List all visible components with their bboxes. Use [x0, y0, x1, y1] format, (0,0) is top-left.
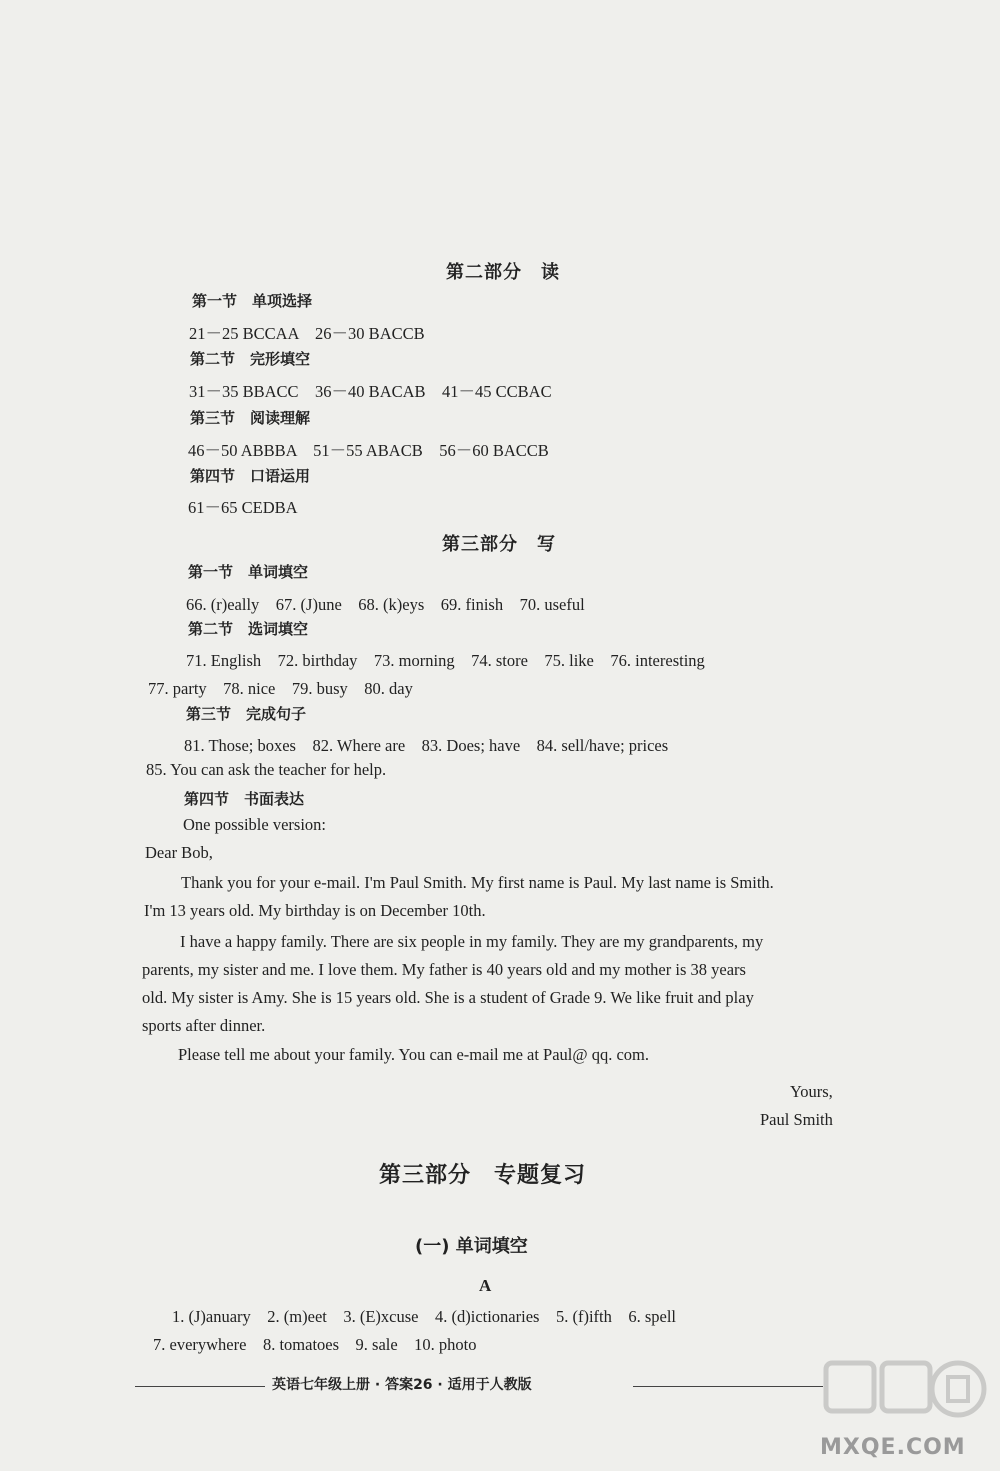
essay-p3: Please tell me about your family. You can e-mail me at Paul@ qq. com. — [178, 1045, 649, 1064]
essay-intro: One possible version: — [183, 815, 326, 834]
review-line1: 1. (J)anuary 2. (m)eet 3. (E)xcuse 4. (d)ictionaries 5. (f)ifth 6. spell — [172, 1307, 677, 1326]
footer-label: 英语七年级上册 · 答案26 · 适用于人教版 — [272, 1377, 532, 1393]
essay-closing: Yours, — [790, 1082, 833, 1101]
review-title: 第三部分 专题复习 — [379, 1163, 587, 1188]
part3-title: 第三部分 写 — [442, 534, 556, 555]
essay-p2-line3: old. My sister is Amy. She is 15 years old. She is a student of Grade 9. We like fruit and play — [142, 988, 754, 1007]
part3-sec4-title: 第四节 书面表达 — [184, 790, 305, 808]
part3-sec1-answers: 66. (r)eally 67. (J)une 68. (k)eys 69. finish 70. useful — [186, 595, 585, 614]
essay-p1-line1: Thank you for your e-mail. I'm Paul Smith. My first name is Paul. My last name is Smith. — [181, 873, 774, 892]
part3-sec2-line2: 77. party 78. nice 79. busy 80. day — [148, 679, 413, 698]
part2-sec3-title: 第三节 阅读理解 — [190, 409, 311, 427]
review-section-letter: A — [479, 1276, 492, 1295]
essay-p2-line4: sports after dinner. — [142, 1016, 266, 1035]
review-line2: 7. everywhere 8. tomatoes 9. sale 10. photo — [153, 1335, 477, 1354]
essay-salutation: Dear Bob, — [145, 843, 213, 862]
part2-sec1-answers: 21－25 BCCAA 26－30 BACCB — [189, 324, 425, 343]
essay-p2-line2: parents, my sister and me. I love them. My father is 40 years old and my mother is 38 years — [142, 960, 746, 979]
part2-sec2-title: 第二节 完形填空 — [190, 350, 311, 368]
part2-sec4-answers: 61－65 CEDBA — [188, 498, 298, 517]
part2-sec4-title: 第四节 口语运用 — [190, 467, 311, 485]
part2-title: 第二部分 读 — [446, 262, 560, 283]
part2-sec3-answers: 46－50 ABBBA 51－55 ABACB 56－60 BACCB — [188, 441, 549, 460]
part2-sec1-title: 第一节 单项选择 — [192, 292, 313, 310]
essay-p2-line1: I have a happy family. There are six people in my family. They are my grandparents, my — [180, 932, 764, 951]
part3-sec3-line2: 85. You can ask the teacher for help. — [146, 760, 387, 779]
watermark-text: MXQE.COM — [820, 1435, 966, 1460]
essay-p1-line2: I'm 13 years old. My birthday is on December 10th. — [144, 901, 486, 920]
part3-sec3-title: 第三节 完成句子 — [186, 705, 307, 723]
part3-sec3-line1: 81. Those; boxes 82. Where are 83. Does; have 84. sell/have; prices — [184, 736, 669, 755]
part2-sec2-answers: 31－35 BBACC 36－40 BACAB 41－45 CCBAC — [189, 382, 552, 401]
footer-rule-right — [633, 1386, 823, 1387]
part3-sec1-title: 第一节 单词填空 — [188, 563, 309, 581]
footer-rule-left — [135, 1386, 265, 1387]
essay-signature: Paul Smith — [760, 1110, 833, 1129]
review-subtitle: (一) 单词填空 — [415, 1236, 528, 1257]
part3-sec2-title: 第二节 选词填空 — [188, 620, 309, 638]
part3-sec2-line1: 71. English 72. birthday 73. morning 74. store 75. like 76. interesting — [186, 651, 705, 670]
